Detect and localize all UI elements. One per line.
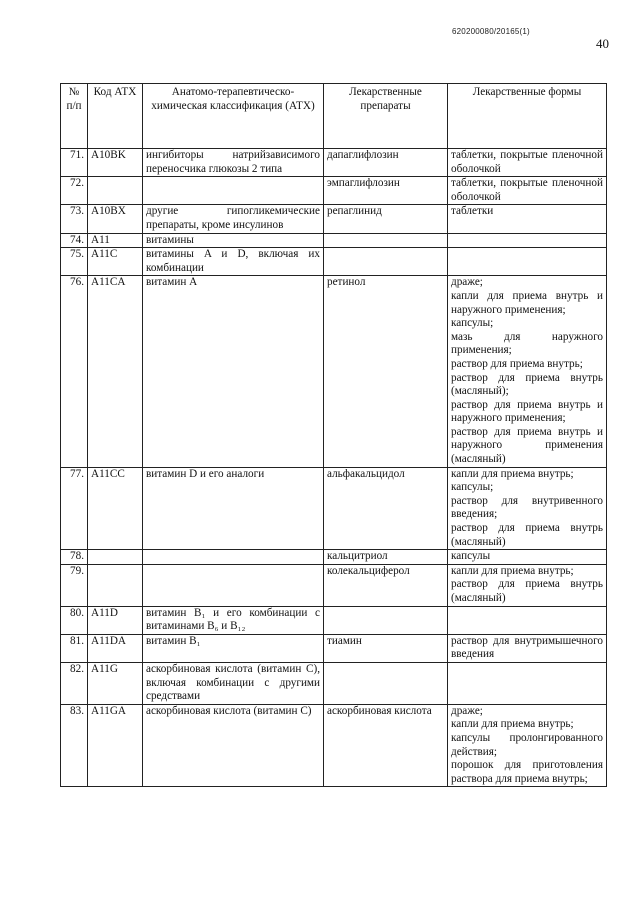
table-row <box>61 634 607 662</box>
dosage-form-item: мазь для наружного применения; <box>451 330 603 357</box>
classification-cell: витамин A <box>143 276 324 467</box>
drug-name-cell: ретинол <box>324 276 448 467</box>
classification-cell: витамин D и его аналоги <box>143 467 324 550</box>
classification-cell: витамины A и D, включая их комбинации <box>143 248 324 276</box>
atx-code-cell <box>88 177 143 205</box>
atx-code-cell: A11G <box>88 662 143 704</box>
classification-cell: аскорбиновая кислота (витамин C), включая комбинации с другими средствами <box>143 662 324 704</box>
drug-name-cell <box>324 662 448 704</box>
dosage-forms-cell <box>448 606 607 634</box>
row-number-cell: 74. <box>61 233 88 248</box>
dosage-form-item: раствор для приема внутрь (масляный); <box>451 371 603 398</box>
classification-cell: другие гипогликемические препараты, кроме инсулинов <box>143 205 324 233</box>
classification-cell: ингибиторы натрийзависимого переносчика глюкозы 2 типа <box>143 149 324 177</box>
atx-code-cell: A11GA <box>88 704 143 787</box>
drug-name-cell: колекальциферол <box>324 564 448 606</box>
dosage-form-item: таблетки, покрытые пленочной оболочкой <box>451 177 603 203</box>
drug-name-cell: репаглинид <box>324 205 448 233</box>
dosage-forms-cell <box>448 177 607 205</box>
table-row <box>61 704 607 787</box>
drug-name-cell <box>324 233 448 248</box>
dosage-form-item: капли для приема внутрь и наружного применения; <box>451 289 603 316</box>
table-row <box>61 550 607 565</box>
drug-name-cell: кальцитриол <box>324 550 448 565</box>
row-number-cell: 79. <box>61 564 88 606</box>
dosage-form-item: раствор для приема внутрь; <box>451 357 583 370</box>
row-number-cell: 83. <box>61 704 88 787</box>
column-header-number: № п/п <box>61 84 88 149</box>
row-number-cell: 76. <box>61 276 88 467</box>
atx-code-cell: A11 <box>88 233 143 248</box>
dosage-form-item: раствор для приема внутрь и наружного применения; <box>451 398 603 425</box>
classification-cell <box>143 550 324 565</box>
dosage-forms-cell <box>448 467 607 550</box>
atx-code-cell: A11CA <box>88 276 143 467</box>
dosage-form-item: капли для приема внутрь; <box>451 467 574 480</box>
row-number-cell: 72. <box>61 177 88 205</box>
table-row <box>61 662 607 704</box>
atx-code-cell: A10BX <box>88 205 143 233</box>
table-body <box>61 149 607 787</box>
table-row <box>61 276 607 467</box>
atx-code-cell <box>88 550 143 565</box>
atx-code-cell: A11C <box>88 248 143 276</box>
dosage-forms-cell <box>448 276 607 467</box>
dosage-form-item: капли для приема внутрь; <box>451 718 574 731</box>
column-header-code: Код АТХ <box>88 84 143 149</box>
dosage-form-item: раствор для приема внутрь (масляный) <box>451 522 603 548</box>
classification-cell <box>143 177 324 205</box>
classification-cell: витамин B₁ и его комбинации с витаминами B₆ и B₁₂ <box>143 606 324 634</box>
table-row <box>61 233 607 248</box>
atx-code-cell: A11DA <box>88 634 143 662</box>
dosage-form-item: раствор для внутримышечного введения <box>451 634 603 661</box>
atx-code-cell <box>88 564 143 606</box>
dosage-forms-cell <box>448 662 607 704</box>
table-row <box>61 149 607 177</box>
column-header-forms: Лекарственные формы <box>448 84 607 149</box>
classification-cell: аскорбиновая кислота (витамин C) <box>143 704 324 787</box>
table-header-row <box>61 84 607 149</box>
classification-cell: витамин B₁ <box>143 634 324 662</box>
row-number-cell: 77. <box>61 467 88 550</box>
dosage-form-item: порошок для приготовления раствора для приема внутрь; <box>451 759 603 785</box>
table-row <box>61 177 607 205</box>
dosage-form-item: таблетки <box>451 205 494 218</box>
table-row <box>61 564 607 606</box>
dosage-forms-cell <box>448 550 607 565</box>
dosage-forms-cell <box>448 149 607 177</box>
dosage-form-item: раствор для приема внутрь (масляный) <box>451 578 603 604</box>
column-header-drugs: Лекарственные препараты <box>324 84 448 149</box>
dosage-form-item: капсулы <box>451 550 491 563</box>
atx-code-cell: A11D <box>88 606 143 634</box>
page-number: 40 <box>596 36 609 51</box>
dosage-form-item: капсулы пролонгированного действия; <box>451 731 603 758</box>
dosage-form-item: капли для приема внутрь; <box>451 564 574 577</box>
table-row <box>61 606 607 634</box>
atx-code-cell: A10BK <box>88 149 143 177</box>
document-id: 620200080/20165(1) <box>452 27 530 36</box>
dosage-forms-cell <box>448 704 607 787</box>
atx-code-cell: A11CC <box>88 467 143 550</box>
dosage-form-item: драже; <box>451 704 483 717</box>
drug-name-cell: эмпаглифлозин <box>324 177 448 205</box>
dosage-forms-cell <box>448 248 607 276</box>
row-number-cell: 80. <box>61 606 88 634</box>
dosage-form-item: капсулы; <box>451 317 494 330</box>
dosage-form-item: таблетки, покрытые пленочной оболочкой <box>451 149 603 175</box>
drug-name-cell: тиамин <box>324 634 448 662</box>
row-number-cell: 78. <box>61 550 88 565</box>
drug-name-cell: аскорбиновая кислота <box>324 704 448 787</box>
drug-name-cell <box>324 606 448 634</box>
classification-cell <box>143 564 324 606</box>
drug-name-cell: альфакальцидол <box>324 467 448 550</box>
dosage-form-item: драже; <box>451 276 483 289</box>
atx-table <box>60 83 607 787</box>
table-row <box>61 205 607 233</box>
dosage-forms-cell <box>448 564 607 606</box>
dosage-form-item: раствор для внутривенного введения; <box>451 494 603 521</box>
row-number-cell: 82. <box>61 662 88 704</box>
classification-cell: витамины <box>143 233 324 248</box>
dosage-forms-cell <box>448 205 607 233</box>
row-number-cell: 71. <box>61 149 88 177</box>
dosage-form-item: раствор для приема внутрь и наружного применения (масляный) <box>451 425 603 466</box>
drug-name-cell: дапаглифлозин <box>324 149 448 177</box>
drug-name-cell <box>324 248 448 276</box>
table-row <box>61 467 607 550</box>
row-number-cell: 73. <box>61 205 88 233</box>
column-header-classification: Анатомо-терапевтическо-химическая классификация (АТХ) <box>143 84 324 149</box>
table-row <box>61 248 607 276</box>
dosage-forms-cell <box>448 233 607 248</box>
row-number-cell: 81. <box>61 634 88 662</box>
row-number-cell: 75. <box>61 248 88 276</box>
dosage-forms-cell <box>448 634 607 662</box>
dosage-form-item: капсулы; <box>451 481 494 494</box>
